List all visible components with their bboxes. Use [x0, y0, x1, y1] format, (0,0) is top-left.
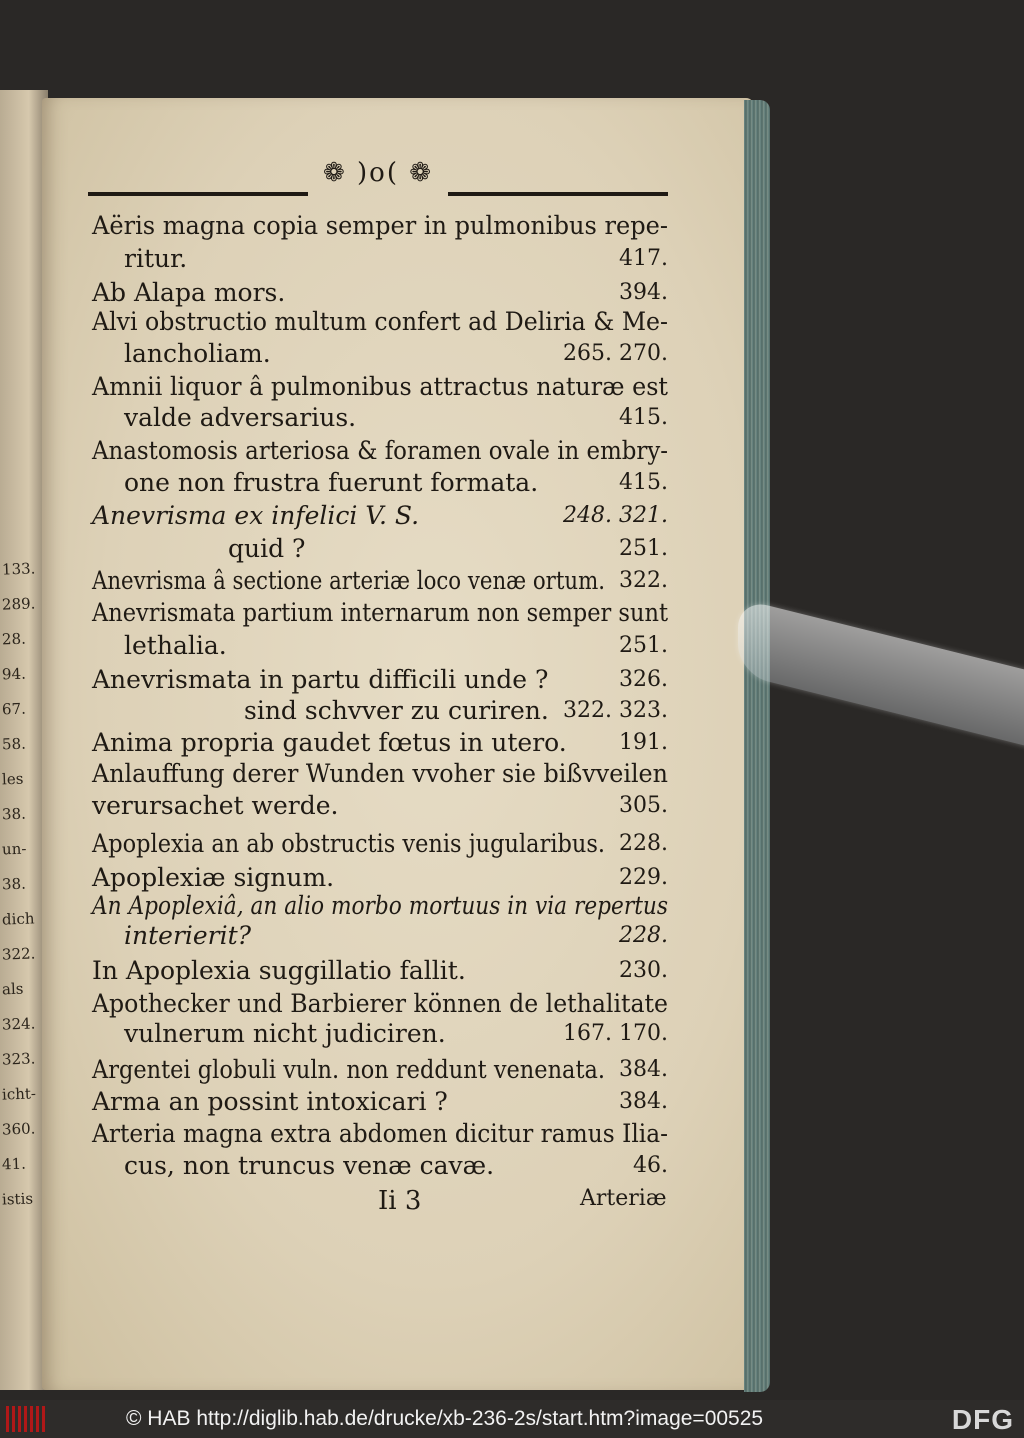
header-rule-right — [448, 192, 668, 196]
previous-page-fragment: un- — [1, 839, 27, 859]
previous-page-fragment: 38. — [1, 874, 27, 894]
index-entry-text: lethalia. — [124, 631, 227, 660]
index-entry-text: Anastomosis arteriosa & foramen ovale in embry- — [92, 436, 668, 465]
index-entry-text: Argentei globuli vuln. non reddunt venenata. — [92, 1055, 606, 1084]
index-entry-text: Anevrismata partium internarum non semper sunt — [92, 598, 668, 627]
signature-mark: Ii 3 — [378, 1186, 422, 1216]
index-entry-text: vulnerum nicht judiciren. — [124, 1019, 446, 1048]
index-entry-page: 322. 323. — [563, 698, 668, 723]
previous-page-fragment: 58. — [1, 734, 27, 754]
index-entry-page: 415. — [619, 405, 668, 430]
previous-page-fragment: 28. — [1, 629, 27, 649]
previous-page-fragment: 324. — [1, 1014, 36, 1034]
index-entry-page: 415. — [619, 470, 668, 495]
footer-copyright-link[interactable]: © HAB http://diglib.hab.de/drucke/xb-236-2s/start.htm?image=00525 — [126, 1407, 764, 1430]
index-entry-page: 167. 170. — [563, 1021, 668, 1046]
index-entry-page: 251. — [619, 633, 668, 658]
previous-page-fragment: 360. — [1, 1119, 36, 1139]
footer-bar — [0, 1400, 1024, 1438]
previous-page-fragment: 67. — [1, 699, 27, 719]
previous-page-fragment: 133. — [1, 559, 36, 579]
index-entry-text: Alvi obstructio multum confert ad Deliria & Me- — [92, 307, 668, 336]
index-entry-page: 191. — [619, 730, 668, 755]
book-block-edge — [744, 100, 770, 1392]
previous-page-fragment: istis — [1, 1189, 34, 1209]
index-entry-page: 265. 270. — [563, 341, 668, 366]
index-entry-text: Anima propria gaudet fœtus in utero. — [92, 728, 567, 757]
index-entry-text: ritur. — [124, 244, 188, 273]
index-entry-text: Aëris magna copia semper in pulmonibus repe- — [92, 211, 668, 240]
index-entry-page: 384. — [619, 1057, 668, 1082]
index-entry-page: 248. 321. — [563, 503, 668, 528]
index-entry-text: Arteria magna extra abdomen dicitur ramus Ilia- — [92, 1119, 668, 1148]
index-entry-text: cus, non truncus venæ cavæ. — [124, 1151, 495, 1180]
index-entry-text: Apoplexia an ab obstructis venis jugularibus. — [92, 829, 606, 858]
index-entry-page: 305. — [619, 793, 668, 818]
index-entry-text: sind schvver zu curiren. — [244, 696, 549, 725]
index-entry-text: valde adversarius. — [124, 403, 357, 432]
index-entry-text: Arma an possint intoxicari ? — [92, 1087, 448, 1116]
index-entry-page: 228. — [619, 923, 668, 948]
index-entry-text: Anevrisma â sectione arteriæ loco venæ ortum. — [92, 566, 606, 595]
index-entry-page: 228. — [619, 831, 668, 856]
previous-page-fragment: dich — [1, 909, 35, 929]
previous-page-fragment: 289. — [1, 594, 36, 614]
index-entry-text: Anevrisma ex infelici V. S. — [92, 501, 420, 530]
index-entry-text: An Apoplexiâ, an alio morbo mortuus in via repertus — [92, 891, 668, 920]
catchword: Arteriæ — [580, 1186, 667, 1211]
index-entry-text: lancholiam. — [124, 339, 271, 368]
index-entry-text: Ab Alapa mors. — [92, 278, 286, 307]
index-entry-page: 326. — [619, 667, 668, 692]
index-entry-text: Apoplexiæ signum. — [92, 863, 335, 892]
index-entry-text: In Apoplexia suggillatio fallit. — [92, 956, 466, 985]
index-entry-page: 230. — [619, 958, 668, 983]
index-entry-text: verursachet werde. — [92, 791, 339, 820]
index-entry-text: Anevrismata in partu difficili unde ? — [92, 665, 549, 694]
dfg-logo: DFG — [951, 1404, 1014, 1435]
page-header — [88, 158, 668, 204]
previous-page-fragment: icht- — [1, 1084, 37, 1104]
hab-logo-icon — [6, 1406, 46, 1432]
index-entry-page: 322. — [619, 568, 668, 593]
index-entry-page: 46. — [633, 1153, 668, 1178]
index-entry-text: Amnii liquor â pulmonibus attractus naturæ est — [92, 372, 668, 401]
previous-page-edge — [0, 90, 48, 1390]
index-entry-text: Apothecker und Barbierer können de lethalitate — [92, 989, 668, 1018]
index-entry-page: 229. — [619, 865, 668, 890]
index-entry-page: 417. — [619, 246, 668, 271]
glass-page-holder — [738, 598, 1024, 754]
previous-page-fragment: als — [1, 979, 24, 999]
previous-page-fragment: 94. — [1, 664, 27, 684]
index-entry-text: Anlauffung derer Wunden vvoher sie bißvveilen — [92, 759, 668, 788]
previous-page-fragment: 323. — [1, 1049, 36, 1069]
header-ornament: ❁ )o( ❁ — [322, 158, 434, 188]
index-entry-page: 251. — [619, 536, 668, 561]
index-entry-text: interierit? — [124, 921, 252, 950]
previous-page-fragment: 322. — [1, 944, 36, 964]
index-entry-text: quid ? — [228, 534, 306, 563]
header-rule-left — [88, 192, 308, 196]
previous-page-fragment: 38. — [1, 804, 27, 824]
index-entry-page: 394. — [619, 280, 668, 305]
index-entry-text: one non frustra fuerunt formata. — [124, 468, 539, 497]
previous-page-fragment: 41. — [1, 1154, 27, 1174]
previous-page-fragment: les — [1, 769, 24, 789]
index-entry-page: 384. — [619, 1089, 668, 1114]
